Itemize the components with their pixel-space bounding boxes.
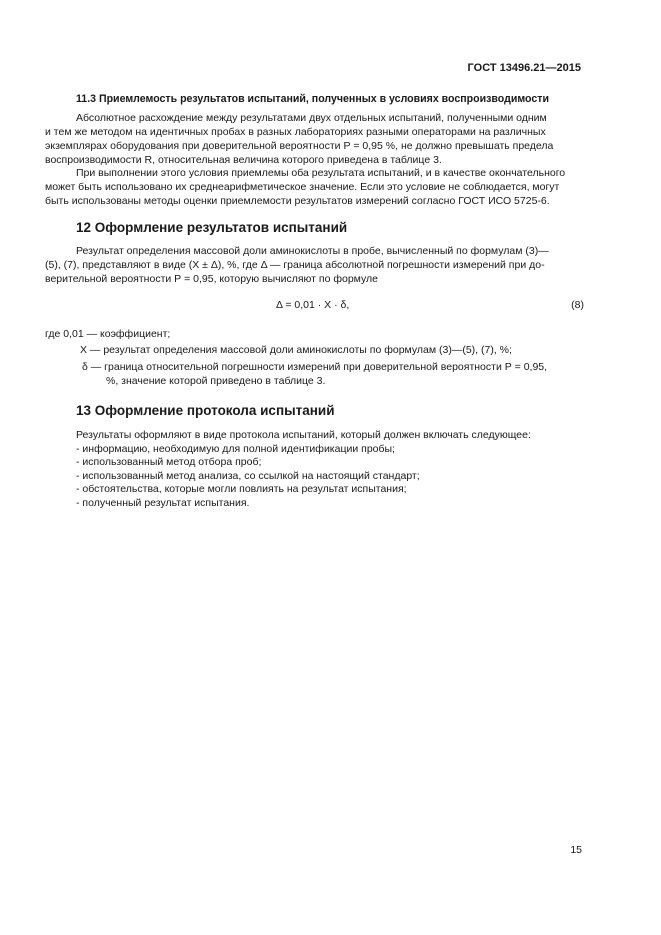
formula-number: (8) <box>571 299 584 311</box>
s12-p1-line-1: Результат определения массовой доли аминокислоты в пробе, вычисленный по формулам (3)— <box>76 245 549 257</box>
s11-p2-line-2: может быть использовано их среднеарифметическое значение. Если это условие не соблюдается, могут <box>45 181 560 193</box>
s11-p2-line-1: При выполнении этого условия приемлемы оба результата испытаний, и в качестве окончательного <box>76 167 566 179</box>
s13-intro: Результаты оформляют в виде протокола испытаний, который должен включать следующее: <box>76 429 531 441</box>
list-item: - использованный метод анализа, со ссылкой на настоящий стандарт; <box>76 470 420 482</box>
s11-p1-line-4: воспроизводимости R, относительная величина которого приведена в таблице 3. <box>45 154 442 166</box>
list-item: - использованный метод отбора проб; <box>76 456 262 468</box>
s11-p2-line-3: быть использованы методы оценки приемлемости результатов измерений согласно ГОСТ ИСО 5725-6. <box>45 195 550 207</box>
list-item: - полученный результат испытания. <box>76 497 250 509</box>
section-13-heading: 13 Оформление протокола испытаний <box>76 403 335 418</box>
page-number: 15 <box>570 844 582 856</box>
document-id: ГОСТ 13496.21—2015 <box>467 62 581 74</box>
s12-p1-line-2: (5), (7), представляют в виде (X ± Δ), %, где Δ — граница абсолютной погрешности измерений при до- <box>45 259 545 271</box>
formula-8: Δ = 0,01 · X · δ, <box>276 299 350 311</box>
s11-p1-line-2: и тем же методом на идентичных пробах в разных лабораториях разными операторами на различных <box>45 126 546 138</box>
section-12-heading: 12 Оформление результатов испытаний <box>76 220 348 235</box>
where-delta-line-1: δ — граница относительной погрешности измерений при доверительной вероятности Р = 0,95, <box>82 361 548 373</box>
list-item: - обстоятельства, которые могли повлиять на результат испытания; <box>76 483 407 495</box>
s11-p1-line-1: Абсолютное расхождение между результатами двух отдельных испытаний, полученными одним <box>76 112 547 124</box>
section-11-3-heading: 11.3 Приемлемость результатов испытаний, полученных в условиях воспроизводимости <box>76 93 549 105</box>
s11-p1-line-3: экземплярах оборудования при доверительной вероятности Р = 0,95 %, не должно превышать предела <box>45 140 554 152</box>
where-delta-line-2: %, значение которой приведено в таблице 3. <box>106 375 326 387</box>
where-coefficient: где 0,01 — коэффициент; <box>45 328 171 340</box>
list-item: - информацию, необходимую для полной идентификации пробы; <box>76 443 395 455</box>
s12-p1-line-3: верительной вероятности Р = 0,95, которую вычисляют по формуле <box>45 273 378 285</box>
where-x: X — результат определения массовой доли аминокислоты по формулам (3)—(5), (7), %; <box>80 344 512 356</box>
